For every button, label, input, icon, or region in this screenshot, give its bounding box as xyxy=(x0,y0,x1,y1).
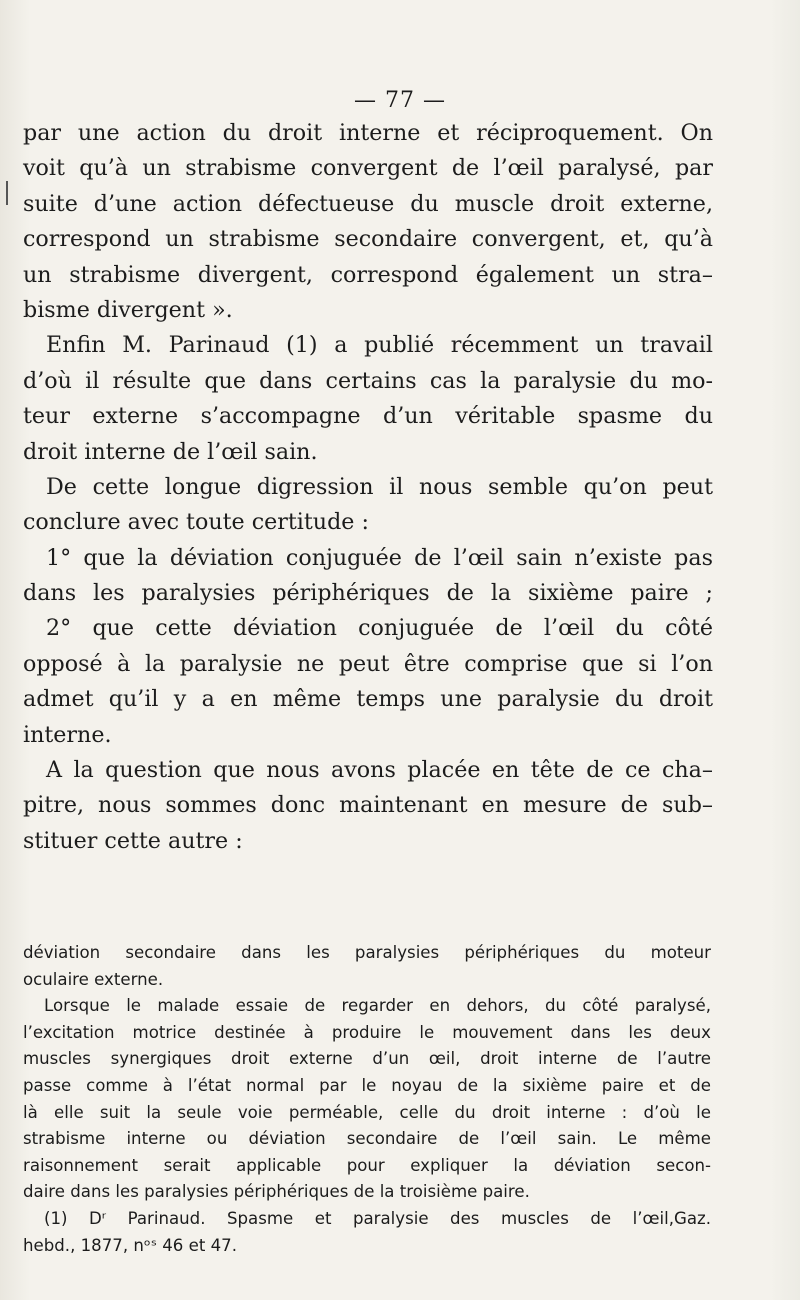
main-line: bisme divergent ». xyxy=(23,296,233,323)
page-number: — 77 — xyxy=(354,88,446,113)
main-line: droit interne de l’œil sain. xyxy=(23,438,318,465)
main-text xyxy=(23,116,713,859)
main-line: dans les paralysies périphériques de la sixième paire ; xyxy=(23,580,713,607)
main-line: teur externe s’accompagne d’un véritable spasme du xyxy=(23,403,713,430)
main-line: d’où il résulte que dans certains cas la paralysie du mo- xyxy=(23,367,713,394)
footnote-reference: (1) Dʳ Parinaud. Spasme et paralysie des muscles de l’œil,Gaz. xyxy=(44,1208,711,1228)
footnote-line: Lorsque le malade essaie de regarder en dehors, du côté paralysé, xyxy=(44,996,711,1016)
footnote-line: là elle suit la seule voie perméable, celle du droit interne : d’où le xyxy=(23,1102,711,1122)
main-line: stituer cette autre : xyxy=(23,827,243,854)
footnote-line: passe comme à l’état normal par le noyau de la sixième paire et de xyxy=(23,1075,711,1095)
main-line: admet qu’il y a en même temps une paralysie du droit xyxy=(23,686,713,713)
main-line: suite d’une action défectueuse du muscle droit externe, xyxy=(23,190,713,217)
footnote-line: raisonnement serait applicable pour expliquer la déviation secon- xyxy=(23,1155,711,1175)
main-line: A la question que nous avons placée en tête de ce cha– xyxy=(46,757,713,784)
main-line: opposé à la paralysie ne peut être comprise que si l’on xyxy=(23,650,713,677)
main-line: conclure avec toute certitude : xyxy=(23,509,369,536)
main-line: interne. xyxy=(23,721,112,748)
main-line: voit qu’à un strabisme convergent de l’œil paralysé, par xyxy=(23,155,713,182)
footnote-block xyxy=(23,940,711,1259)
main-line: Enfin M. Parinaud (1) a publié récemment un travail xyxy=(46,332,713,359)
main-line: 2° que cette déviation conjuguée de l’œil du côté xyxy=(46,615,713,642)
footnote-line: strabisme interne ou déviation secondaire de l’œil sain. Le même xyxy=(23,1129,711,1149)
main-line: par une action du droit interne et réciproquement. On xyxy=(23,120,713,146)
footnote-line: déviation secondaire dans les paralysies périphériques du moteur xyxy=(23,943,711,962)
main-line: correspond un strabisme secondaire convergent, et, qu’à xyxy=(23,226,713,253)
footnote-line: oculaire externe. xyxy=(23,969,164,989)
main-line: un strabisme divergent, correspond également un stra– xyxy=(23,261,713,288)
footnote-line: muscles synergiques droit externe d’un œil, droit interne de l’autre xyxy=(23,1049,711,1069)
main-line: pitre, nous sommes donc maintenant en mesure de sub– xyxy=(23,792,713,819)
main-line: De cette longue digression il nous semble qu’on peut xyxy=(46,473,713,500)
footnote-line: l’excitation motrice destinée à produire le mouvement dans les deux xyxy=(23,1022,711,1042)
margin-mark xyxy=(6,181,8,205)
footnote-reference: hebd., 1877, nᵒˢ 46 et 47. xyxy=(23,1235,238,1255)
main-line: 1° que la déviation conjuguée de l’œil sain n’existe pas xyxy=(46,544,713,571)
footnote-line: daire dans les paralysies périphériques de la troisième paire. xyxy=(23,1182,530,1202)
